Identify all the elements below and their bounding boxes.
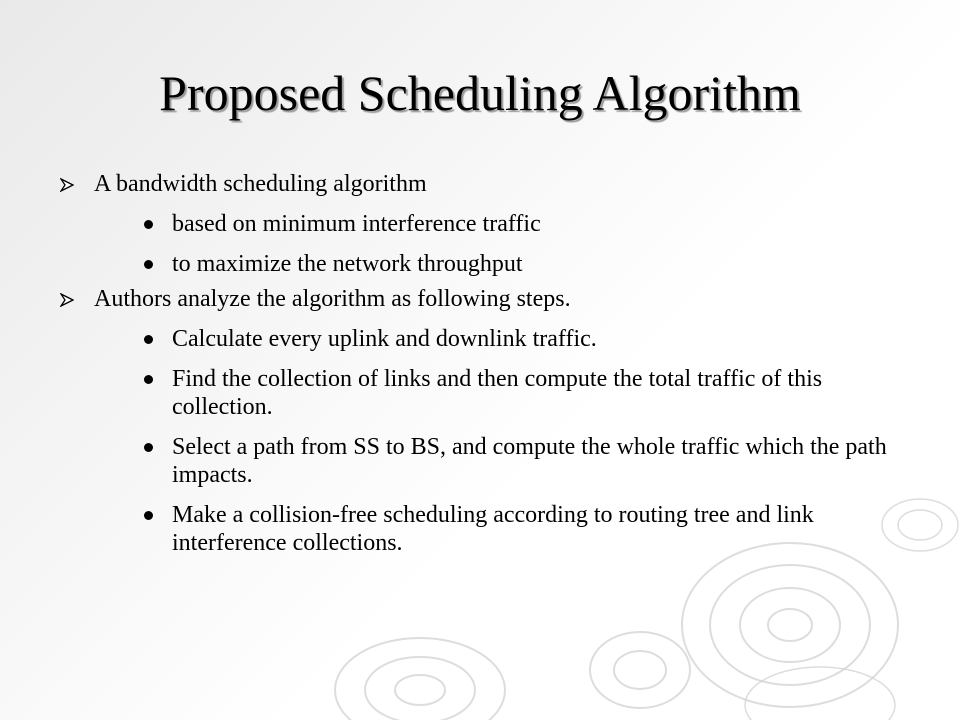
sub-bullet-text: Make a collision-free scheduling according to routing tree and link interference collections. (172, 502, 814, 556)
sub-bullet-item (130, 210, 918, 238)
round-bullet-icon (144, 443, 153, 452)
round-bullet-icon (144, 335, 153, 344)
sub-bullet-item (130, 250, 918, 278)
round-bullet-icon (144, 511, 153, 520)
sub-bullet-text: to maximize the network throughput (172, 251, 523, 277)
bullet-item-algorithm (58, 170, 918, 278)
slide-title: Proposed Scheduling Algorithm (159, 65, 801, 121)
sub-bullet-text: Select a path from SS to BS, and compute the whole traffic which the path impacts. (172, 434, 887, 488)
bullet-item-steps (58, 285, 918, 557)
arrowhead-bullet-icon (60, 293, 74, 307)
sub-bullet-list (94, 210, 918, 278)
round-bullet-icon (144, 220, 153, 229)
sub-bullet-text: based on minimum interference traffic (172, 211, 541, 237)
sub-bullet-item (130, 365, 918, 421)
sub-bullet-list (94, 325, 918, 557)
arrowhead-bullet-icon (60, 178, 74, 192)
sub-bullet-item (130, 433, 918, 489)
round-bullet-icon (144, 260, 153, 269)
sub-bullet-text: Find the collection of links and then compute the total traffic of this collection. (172, 366, 823, 420)
sub-bullet-item (130, 325, 918, 353)
bullet-text: Authors analyze the algorithm as following steps. (94, 286, 571, 312)
sub-bullet-text: Calculate every uplink and downlink traffic. (172, 326, 597, 352)
bullet-text: A bandwidth scheduling algorithm (94, 171, 427, 197)
sub-bullet-item (130, 501, 918, 557)
round-bullet-icon (144, 375, 153, 384)
bullet-list (58, 170, 918, 557)
